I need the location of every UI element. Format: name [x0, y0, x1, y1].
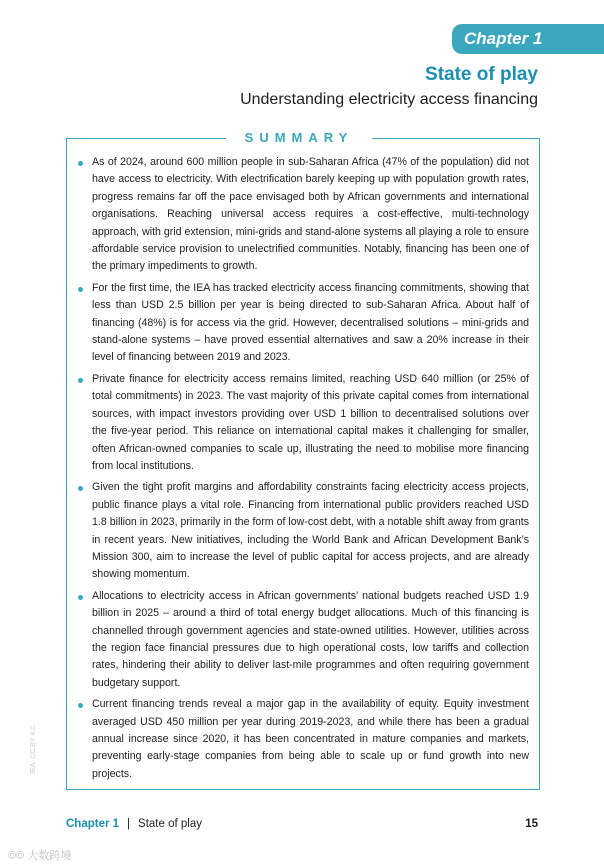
summary-bullet	[78, 280, 529, 367]
summary-bullet-text: As of 2024, around 600 million people in sub-Saharan Africa (47% of the population) did not have access to electricity. With electrification barely keeping up with population growth rates, progress remains far off the pace envisaged both by African governments and international organisations. Reaching universal access requires a cost-effective, multi-technology approach, with grid extension, mini-grids and stand-alone systems all playing a role to ensure affordable service provision to unelectrified communities. Notably, financing has been one of the primary impediments to growth.	[92, 156, 529, 273]
bullet-dot-icon	[78, 595, 83, 600]
summary-bullet-text: For the first time, the IEA has tracked electricity access financing commitments, showing that less than USD 2.5 billion per year is being directed to sub-Saharan Africa. About half of financing (48%) is for access via the grid. However, decentralised solutions – mini-grids and stand-alone systems – have proved essential alternatives and saw a 20% increase in their level of financing between 2019 and 2023.	[92, 281, 529, 364]
bullet-dot-icon	[78, 161, 83, 166]
summary-bullet-list	[78, 154, 529, 787]
bullet-dot-icon	[78, 287, 83, 292]
footer-section: State of play	[138, 818, 202, 830]
page-number: 15	[525, 818, 538, 830]
chapter-tab	[452, 24, 604, 54]
footer	[66, 818, 202, 830]
summary-bullet	[78, 479, 529, 583]
watermark: ©© 大数跨境	[8, 850, 72, 862]
summary-bullet	[78, 371, 529, 475]
summary-bullet-text: Allocations to electricity access in African governments’ national budgets reached USD 1.9 billion in 2025 – around a third of total energy budget allocations. Much of this financing is channelled through government agencies and state-owned utilities. However, utilities across the region face financial pressures due to high operational costs, low tariffs and collection rates, hindering their ability to deliver last-mile programmes and often requiring government budgetary support.	[92, 589, 529, 689]
footer-chapter: Chapter 1	[66, 818, 120, 830]
summary-bullet-text: Current financing trends reveal a major gap in the availability of equity. Equity investment averaged USD 450 million per year during 2019-2023, and while there has been a gradual annual increase since 2020, it has been concentrated in mature companies and markets, preventing early-stage companies from being able to scale up or fund growth into new projects.	[92, 698, 529, 780]
license-note: IEA. CC BY 4.0.	[30, 723, 37, 774]
bullet-dot-icon	[78, 378, 83, 383]
page-title: State of play	[425, 64, 538, 85]
summary-bullet-text: Given the tight profit margins and affordability constraints facing electricity access projects, public finance plays a vital role. Financing from international public providers reached USD 1.8 billion in 2023, primarily in the form of low-cost debt, with a notable shift away from grants in recent years. New initiatives, including the World Bank and African Development Bank’s Mission 300, aim to increase the level of public capital for access projects, and are already showing momentum.	[92, 481, 529, 581]
chapter-tab-label: Chapter 1	[464, 29, 543, 48]
summary-bullet-text: Private finance for electricity access remains limited, reaching USD 640 million (or 25% of total commitments) in 2023. The vast majority of this private capital comes from international sources, with impact investors providing over USD 1 billion to decentralised solutions over the five-year period. This reliance on international capital makes it challenging for smaller, often African-owned companies to scale up, illustrating the need to mobilise more financing from local institutions.	[92, 372, 529, 472]
footer-separator: |	[127, 818, 131, 830]
summary-bullet	[78, 154, 529, 276]
bullet-dot-icon	[78, 486, 83, 491]
summary-label: SUMMARY	[244, 130, 354, 145]
summary-bullet	[78, 588, 529, 692]
page-subtitle: Understanding electricity access financing	[240, 91, 538, 108]
summary-bullet	[78, 696, 529, 783]
bullet-dot-icon	[78, 703, 83, 708]
